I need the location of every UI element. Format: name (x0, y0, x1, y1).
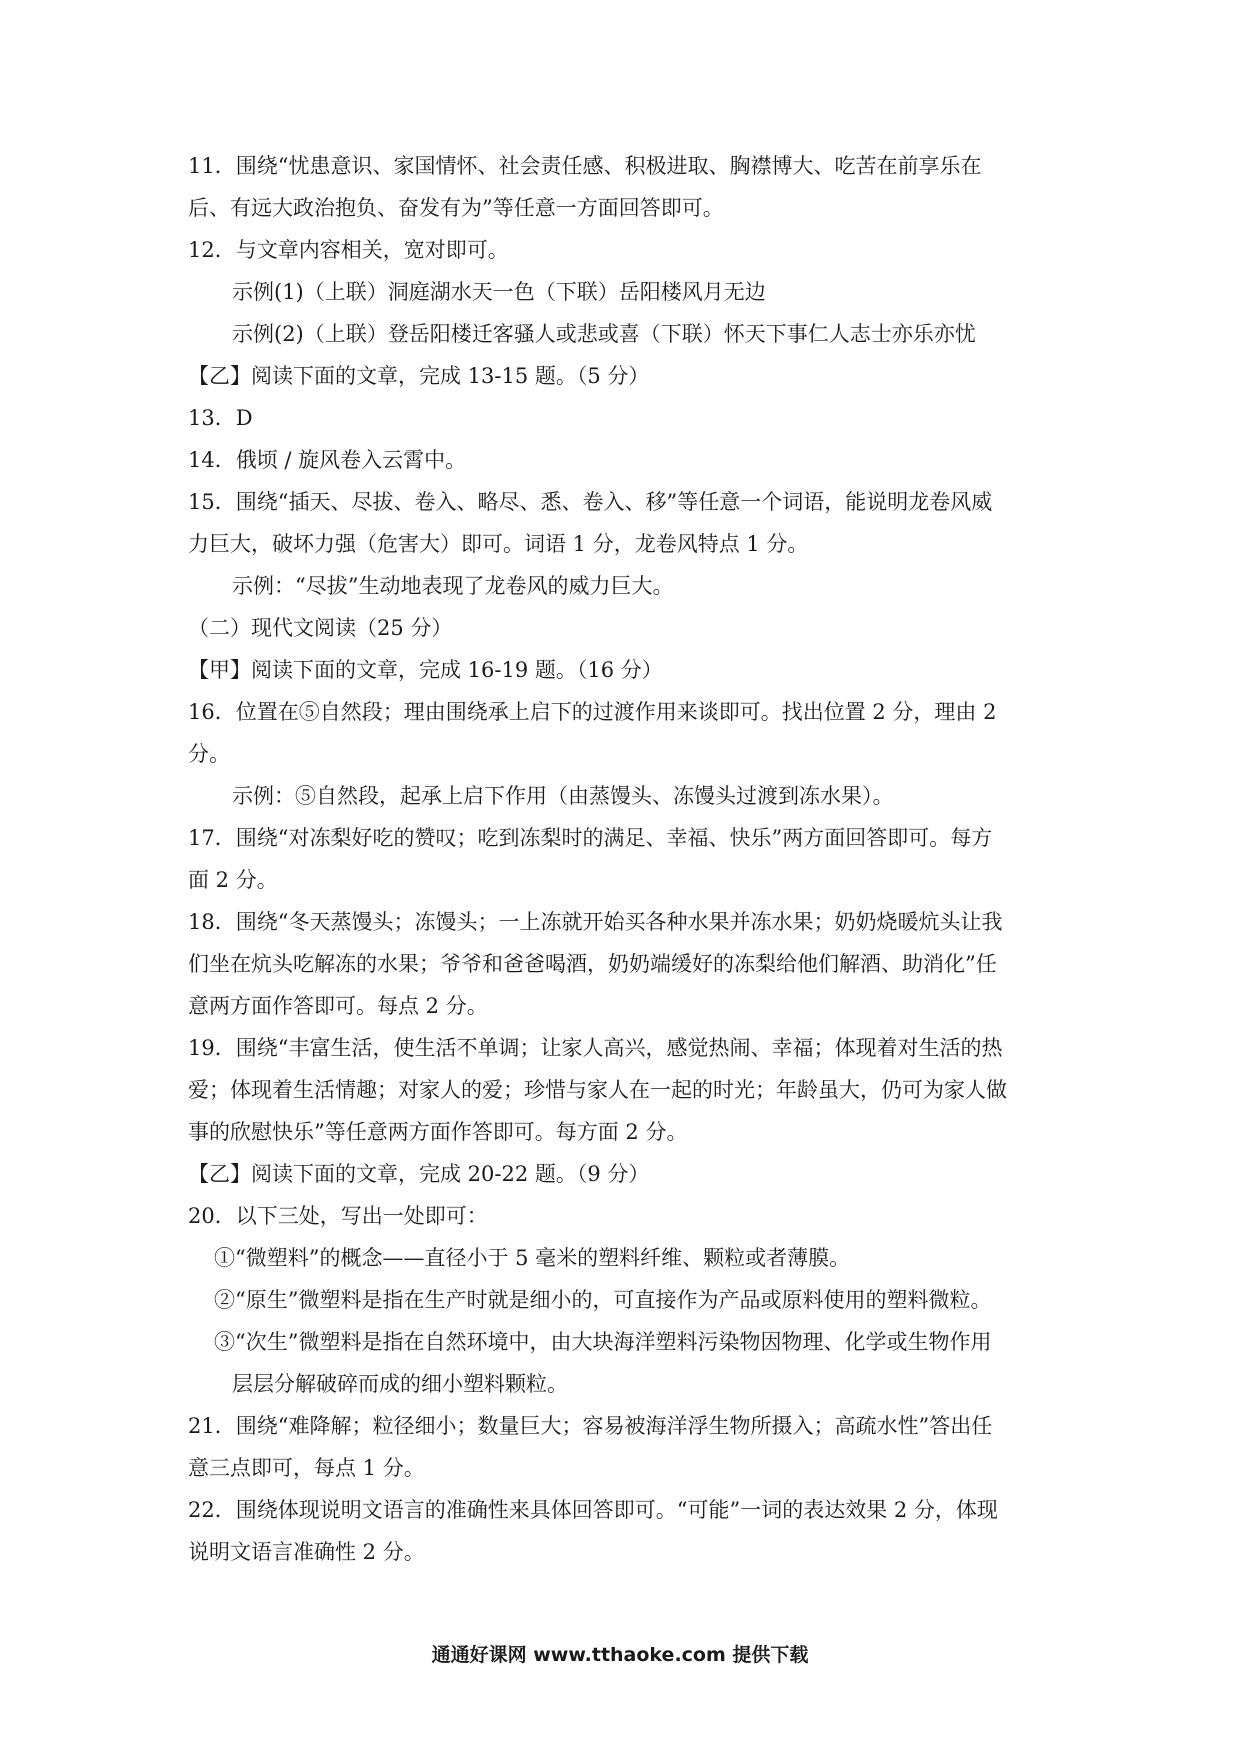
text-line: 【乙】阅读下面的文章，完成 20-22 题。（9 分） (188, 1162, 650, 1186)
text-line: （二）现代文阅读（25 分） (188, 616, 453, 640)
text-line: 12．与文章内容相关，宽对即可。 (188, 238, 509, 262)
text-line: 层层分解破碎而成的细小塑料颗粒。 (232, 1372, 568, 1396)
text-line: 示例：⑤自然段，起承上启下作用（由蒸馒头、冻馒头过渡到冻水果）。 (232, 784, 894, 808)
text-line: 15．围绕“插天、尽拔、卷入、略尽、悉、卷入、移”等任意一个词语，能说明龙卷风威 (188, 490, 993, 514)
page-footer: 通通好课网 www.tthaoke.com 提供下载 (431, 1644, 809, 1666)
text-line: 分。 (188, 742, 230, 766)
text-line: 面 2 分。 (188, 868, 278, 892)
text-line: 20．以下三处，写出一处即可： (188, 1204, 488, 1228)
text-line: 18．围绕“冬天蒸馒头；冻馒头；一上冻就开始买各种水果并冻水果；奶奶烧暖炕头让我 (188, 910, 1003, 934)
text-line: 示例(1)（上联）洞庭湖水天一色（下联）岳阳楼风月无边 (232, 280, 766, 304)
text-line: ②“原生”微塑料是指在生产时就是细小的，可直接作为产品或原料使用的塑料微粒。 (214, 1288, 992, 1312)
text-line: 爱；体现着生活情趣；对家人的爱；珍惜与家人在一起的时光；年龄虽大，仍可为家人做 (188, 1078, 1007, 1102)
text-line: 力巨大，破坏力强（危害大）即可。词语 1 分，龙卷风特点 1 分。 (188, 532, 809, 556)
text-line: 22．围绕体现说明文语言的准确性来具体回答即可。“可能”一词的表达效果 2 分，体现 (188, 1498, 998, 1522)
text-line: 【甲】阅读下面的文章，完成 16-19 题。（16 分） (188, 658, 663, 682)
text-line: 【乙】阅读下面的文章，完成 13-15 题。（5 分） (188, 364, 650, 388)
text-line: 19．围绕“丰富生活，使生活不单调；让家人高兴，感觉热闹、幸福；体现着对生活的热 (188, 1036, 1003, 1060)
text-line: 说明文语言准确性 2 分。 (188, 1540, 425, 1564)
text-line: 们坐在炕头吃解冻的水果；爷爷和爸爸喝酒，奶奶端缓好的冻梨给他们解酒、助消化”任 (188, 952, 997, 976)
text-line: 11．围绕“忧患意识、家国情怀、社会责任感、积极进取、胸襟博大、吃苦在前享乐在 (188, 154, 982, 178)
text-line: 示例：“尽拔”生动地表现了龙卷风的威力巨大。 (232, 574, 674, 598)
text-line: 13．D (188, 406, 253, 430)
text-line: 意两方面作答即可。每点 2 分。 (188, 994, 488, 1018)
text-line: 14．俄顷 / 旋风卷入云霄中。 (188, 448, 467, 472)
text-line: 21．围绕“难降解；粒径细小；数量巨大；容易被海洋浮生物所摄入；高疏水性”答出任 (188, 1414, 993, 1438)
text-line: 示例(2)（上联）登岳阳楼迁客骚人或悲或喜（下联）怀天下事仁人志士亦乐亦忧 (232, 322, 976, 346)
answer-key-body (188, 145, 1060, 1573)
text-line: 意三点即可，每点 1 分。 (188, 1456, 425, 1480)
text-line: 事的欣慰快乐”等任意两方面作答即可。每方面 2 分。 (188, 1120, 688, 1144)
text-line: 16．位置在⑤自然段；理由围绕承上启下的过渡作用来谈即可。找出位置 2 分，理由 2 (188, 700, 997, 724)
text-line: 后、有远大政治抱负、奋发有为”等任意一方面回答即可。 (188, 196, 724, 220)
text-line: 17．围绕“对冻梨好吃的赞叹；吃到冻梨时的满足、幸福、快乐”两方面回答即可。每方 (188, 826, 993, 850)
text-line: ③“次生”微塑料是指在自然环境中，由大块海洋塑料污染物因物理、化学或生物作用 (214, 1330, 992, 1354)
text-line: ①“微塑料”的概念——直径小于 5 毫米的塑料纤维、颗粒或者薄膜。 (214, 1246, 851, 1270)
